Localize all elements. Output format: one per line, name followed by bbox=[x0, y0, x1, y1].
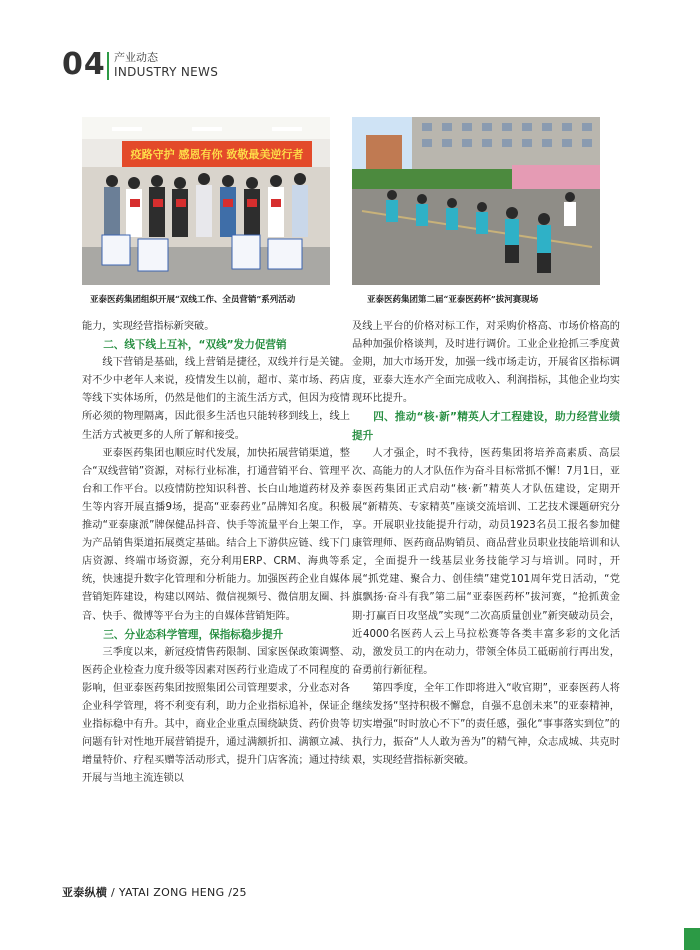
section-heading-3: 三、分业态科学管理，保指标稳步提升 bbox=[103, 628, 284, 641]
publication-name-cn: 亚泰纵横 bbox=[62, 886, 108, 899]
photo-tug-of-war bbox=[352, 117, 600, 285]
photo-caption-2: 亚泰医药集团第二届“亚泰医药杯”拔河赛现场 bbox=[367, 295, 539, 305]
paragraph: 亚泰医药集团也顺应时代发展，加快拓展营销渠道，整合“双线营销”资源，对标行业标准，打通营销平台、管理平台和工作平台。以疫情防控知识科普、长白山地道药材及养生等内容开展直播9场，提高“亚泰药业”品牌知名度。积极推动“亚泰康派”牌保健品抖音、快手等流量平台上架工作，为产品销售渠道拓展奠定基础。结合上下游供应链、线下门店资源、终端市场资源，充分利用ERP、CRM、海典等系统，快速提升数字化管理和分析能力。加强医药企业自媒体营销矩阵建设，构建以网站、微信视频号、微信朋友圈、抖音、快手、微博等平台为主的自媒体营销矩阵。 bbox=[82, 447, 350, 622]
header-divider bbox=[107, 52, 109, 80]
page-footer bbox=[62, 884, 247, 900]
footer-slash: / bbox=[111, 886, 116, 899]
section-title-en: INDUSTRY NEWS bbox=[114, 65, 219, 79]
paragraph: 三季度以来，新冠疫情售药限制、国家医保政策调整、医药企业检查力度升级等因素对医药行业造成了不同程度的影响，但亚泰医药集团按照集团公司管理要求，分业态对各企业科学管理，将不利变有利，助力企业指标追补，保证企业指标稳中有升。其中，商业企业重点围绕缺货、药价贵等问题有针对性地开展营销提升，通过满额折扣、满额立减、增量特价、疗程买赠等活动形式，提升门店客流；通过持续开展与当地主流连锁以 bbox=[82, 646, 350, 785]
paragraph: 能力，实现经营指标新突破。 bbox=[82, 321, 215, 332]
photo-caption-1: 亚泰医药集团组织开展“双线工作、全员营销”系列活动 bbox=[90, 295, 296, 305]
section-heading-4: 四、推动“核·新”精英人才工程建设，助力经营业绩提升 bbox=[352, 411, 620, 442]
paragraph: 及线上平台的价格对标工作，对采购价格高、市场价格高的品种加强价格谈判，及时进行调价。工业企业抢抓三季度黄金期，加大市场开发，加强一线市场走访，开展省区指标调度，亚泰大连水产全面完成收入、利润指标，其他企业均实现环比提升。 bbox=[352, 321, 620, 405]
section-heading-2: 二、线下线上互补，“双线”发力促营销 bbox=[103, 339, 287, 352]
section-title-cn: 产业动态 bbox=[114, 51, 158, 64]
paragraph: 线下营销是基础，线上营销是捷径，双线并行是关键。对不少中老年人来说，疫情发生以前，超市、菜市场、药店等线下实体场所，仍然是他们的主流生活方式，但因为疫情所必须的物理隔离，因此很多生活也只能转移到线上，线上生活方式被更多的人所了解和接受。 bbox=[82, 357, 350, 441]
page-number: 04 bbox=[62, 47, 106, 82]
photo-banner-text: 疫路守护 感恩有你 致敬最美逆行者 bbox=[130, 148, 304, 161]
article-column-right bbox=[352, 318, 620, 770]
publication-name-en: YATAI ZONG HENG bbox=[118, 886, 225, 899]
footer-page-number: 25 bbox=[232, 886, 247, 899]
corner-accent bbox=[684, 928, 700, 950]
paragraph: 人才强企，时不我待，医药集团将培养高素质、高层次、高能力的人才队伍作为奋斗目标常抓不懈！7月1日，亚泰医药集团正式启动“核·新”精英人才队伍建设，定期开展“新精英、专家精英”座谈交流培训、工艺技术课题研究分享。开展职业技能提升行动，动员1923名员工报名参加健康管理师、医药商品购销员、商品营业员职业技能培训和认定，全面提升一线基层业务技能学习与培训。同时，开展“抓党建、聚合力、创佳绩”建党101周年党日活动，“党旗飘扬·奋斗有我”第二届“亚泰医药杯”拔河赛，“抢抓黄金期·打赢百日攻坚战”实现“二次高质量创业”新突破动员会，近4000名医药人云上马拉松赛等各类丰富多彩的文化活动，激发员工的内在动力，带领全体员工砥砺前行再出发，奋勇前行新征程。 bbox=[352, 447, 620, 676]
article-column-left bbox=[82, 318, 350, 788]
footer-slash: / bbox=[228, 886, 233, 899]
paragraph: 第四季度，全年工作即将进入“收官期”，亚泰医药人将继续发扬“坚持积极不懈怠，自强不息创未来”的亚泰精神，切实增强“时时放心不下”的责任感，强化“事事落实到位”的执行力，振奋“人人敢为善为”的精气神，众志成城、共克时艰，实现经营指标新突破。 bbox=[352, 682, 620, 767]
photo-group-activity bbox=[82, 117, 330, 285]
